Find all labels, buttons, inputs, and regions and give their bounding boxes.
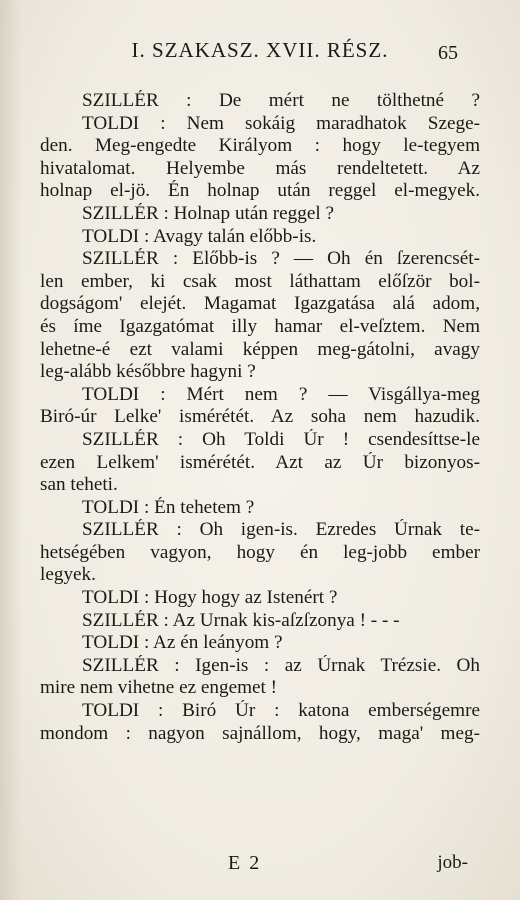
- signature-mark: E 2: [228, 852, 262, 874]
- text-line: holnap el-jö. Én holnap után reggel el-megyek.: [40, 180, 480, 202]
- text-line: hetségében vagyon, hogy én leg-jobb ember: [40, 541, 480, 563]
- catchword: job-: [437, 852, 468, 873]
- text-line: TOLDI : Én tehetem ?: [82, 496, 255, 518]
- text-line: legyek.: [40, 564, 96, 586]
- text-line: san teheti.: [40, 474, 118, 496]
- text-line: ezen Lelkem' ismérétét. Azt az Úr bizonyos-: [40, 451, 480, 473]
- text-line: TOLDI : Avagy talán előbb-is.: [82, 225, 317, 247]
- text-line: SZILLÉR : Oh Toldi Úr ! csendesíttse-le: [82, 428, 480, 450]
- page-number: 65: [438, 42, 458, 64]
- text-line: SZILLÉR : Előbb-is ? — Oh én ſzerencsét-: [82, 248, 480, 270]
- text-line: SZILLÉR : Igen-is : az Úrnak Trézsie. Oh: [82, 654, 480, 676]
- text-line: leg-alább későbbre hagyni ?: [40, 361, 256, 383]
- text-line: dogságom' elejét. Magamat Igazgatása alá adom,: [40, 293, 480, 315]
- text-line: hivatalomat. Helyembe más rendeltetett. Az: [40, 157, 480, 179]
- text-line: mire nem vihetne ez engemet !: [40, 677, 278, 699]
- text-line: TOLDI : Hogy hogy az Istenért ?: [82, 587, 338, 609]
- text-line: den. Meg-engedte Királyom : hogy le-tegyem: [40, 135, 480, 157]
- text-line: SZILLÉR : Oh igen-is. Ezredes Úrnak te-: [82, 519, 480, 541]
- text-line: SZILLÉR : De mért ne tölthetné ?: [82, 90, 480, 111]
- page-gutter-shadow: [0, 0, 22, 900]
- text-line: SZILLÉR : Holnap után reggel ?: [82, 202, 335, 224]
- body-text: [40, 90, 480, 745]
- text-line: TOLDI : Biró Úr : katona emberségemre: [82, 700, 480, 722]
- text-line: és íme Igazgatómat illy hamar el-veſztem. Nem: [40, 315, 480, 337]
- text-line: TOLDI : Mért nem ? — Visgállya-meg: [82, 383, 480, 405]
- text-line: mondom : nagyon sajnállom, hogy, maga' meg-: [40, 722, 480, 744]
- text-line: TOLDI : Az én leányom ?: [82, 632, 283, 654]
- text-line: lehetne-é ezt valami képpen meg-gátolni, avagy: [40, 338, 480, 360]
- page-footer: [0, 852, 520, 882]
- text-line: TOLDI : Nem sokáig maradhatok Szege-: [82, 112, 480, 134]
- text-line: SZILLÉR : Az Urnak kis-aſzſzonya ! - - -: [82, 609, 400, 631]
- text-line: Biró-úr Lelke' ismérétét. Az soha nem hazudik.: [40, 406, 480, 428]
- page-header: [0, 38, 520, 72]
- text-line: len ember, ki csak most láthattam előſzör bol-: [40, 270, 480, 292]
- running-head: I. SZAKASZ. XVII. RÉSZ.: [131, 38, 389, 62]
